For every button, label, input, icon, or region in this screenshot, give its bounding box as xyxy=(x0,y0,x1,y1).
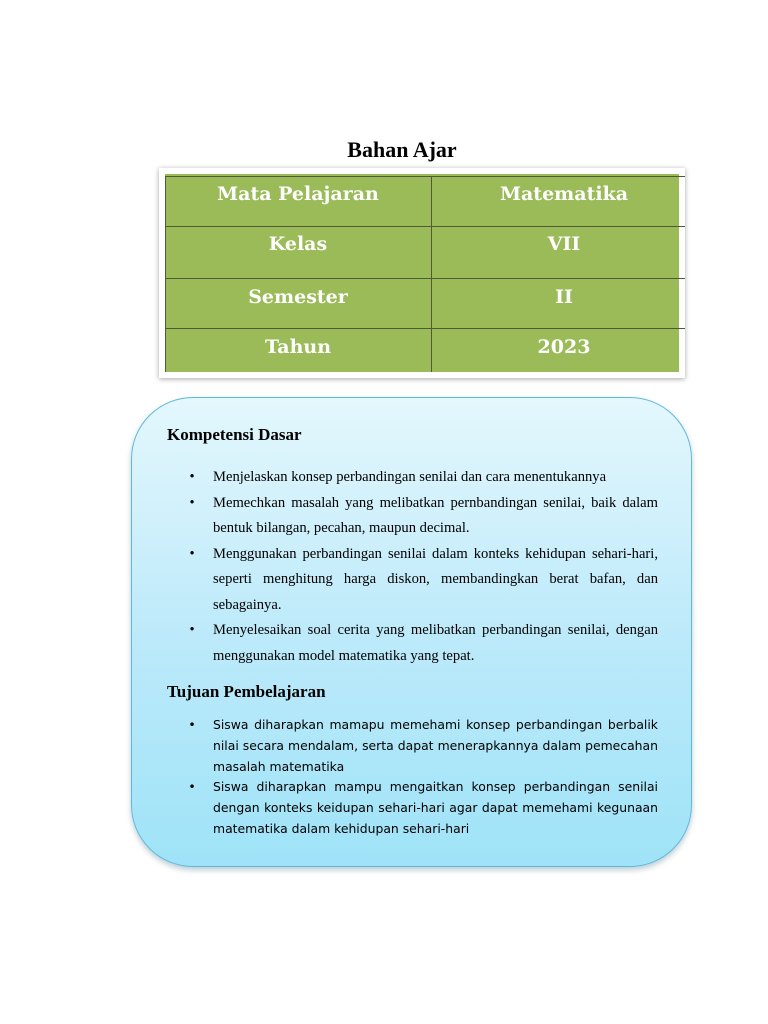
table-border-line xyxy=(165,176,685,177)
learning-content-box xyxy=(131,397,692,867)
info-table xyxy=(165,174,679,372)
bullet-icon: • xyxy=(189,469,195,485)
table-border-line xyxy=(165,278,685,279)
table-column-divider xyxy=(431,176,432,372)
list-item xyxy=(185,491,658,542)
info-value: Matematika xyxy=(499,183,629,205)
table-border-line xyxy=(165,176,166,372)
list-item-text: Menggunakan perbandingan senilai dalam konteks kehidupan sehari-hari, seperti menghitung harga diskon, membandingkan berat bafan, dan sebagainya. xyxy=(213,545,658,613)
info-label: Semester xyxy=(248,286,348,308)
list-item-text: Memechkan masalah yang melibatkan pernbandingan senilai, baik dalam bentuk bilangan, pecahan, maupun decimal. xyxy=(213,494,658,536)
list-item xyxy=(185,715,658,777)
bullet-icon: • xyxy=(189,545,195,562)
kompetensi-dasar-list xyxy=(185,465,658,669)
list-item xyxy=(185,777,658,839)
info-value: 2023 xyxy=(537,336,591,358)
table-border-line xyxy=(165,328,685,329)
page-title: Bahan Ajar xyxy=(347,137,457,162)
info-table-card xyxy=(159,168,685,378)
kompetensi-dasar-heading: Kompetensi Dasar xyxy=(167,425,302,444)
info-value: VII xyxy=(547,233,581,255)
info-label: Tahun xyxy=(264,336,332,358)
bullet-icon: • xyxy=(188,779,196,795)
list-item xyxy=(185,618,658,669)
info-label: Kelas xyxy=(268,233,328,255)
bullet-icon: • xyxy=(189,494,195,511)
list-item-text: Siswa diharapkan mamapu memehami konsep perbandingan berbalik nilai secara mendalam, serta dapat menerapkannya dalam pemecahan masalah matematika xyxy=(213,717,658,774)
list-item-text: Menjelaskan konsep perbandingan senilai dan cara menentukannya xyxy=(213,469,607,485)
list-item-text: Siswa diharapkan mampu mengaitkan konsep perbandingan senilai dengan konteks keidupan sehari-hari agar dapat memehami kegunaan matematika dalam kehidupan sehari-hari xyxy=(213,779,658,836)
bullet-icon: • xyxy=(189,622,195,638)
list-item xyxy=(185,465,658,491)
bullet-icon: • xyxy=(188,717,196,732)
info-label: Mata Pelajaran xyxy=(217,183,379,205)
list-item xyxy=(185,542,658,619)
table-border-line xyxy=(165,226,685,227)
tujuan-pembelajaran-heading: Tujuan Pembelajaran xyxy=(167,682,326,701)
tujuan-pembelajaran-list xyxy=(185,715,658,840)
info-value: II xyxy=(555,286,573,308)
list-item-text: Menyelesaikan soal cerita yang melibatkan perbandingan senilai, dengan menggunakan model matematika yang tepat. xyxy=(213,622,658,664)
